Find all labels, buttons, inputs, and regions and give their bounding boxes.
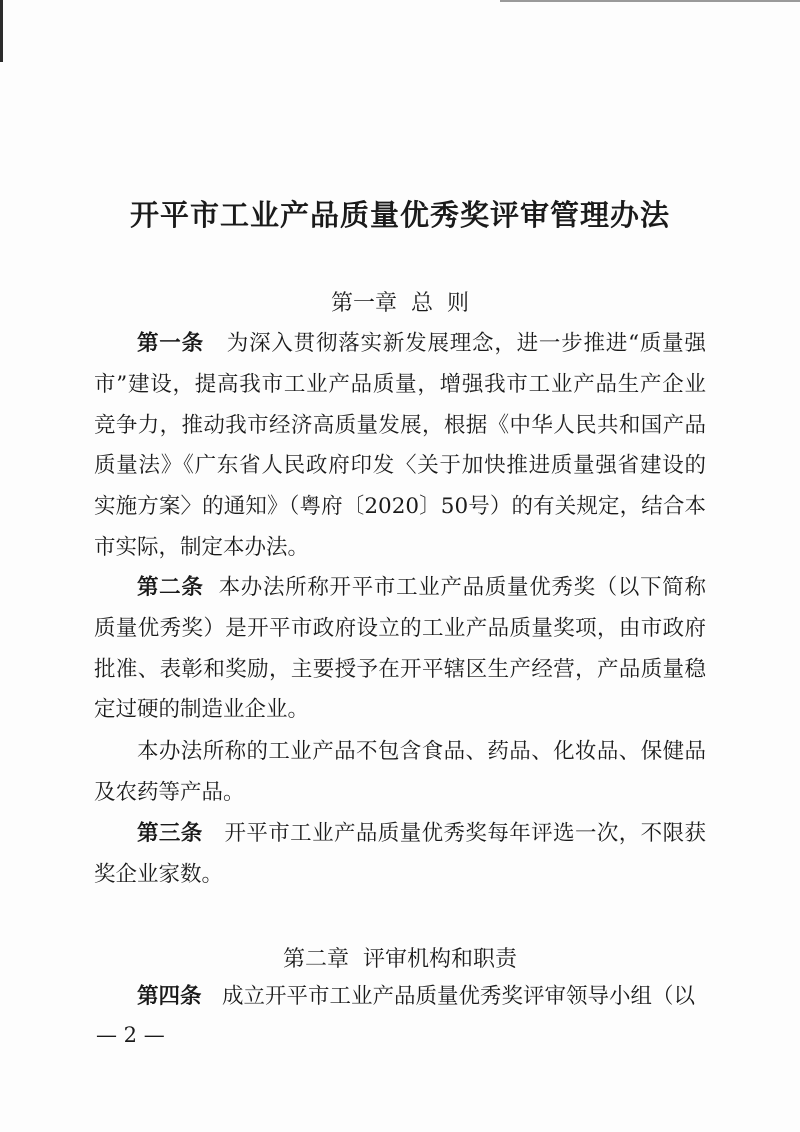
article-2-paragraph-2 <box>94 732 706 814</box>
article-1 <box>94 324 706 569</box>
article-text: 成立开平市工业产品质量优秀奖评审领导小组（以 <box>222 984 696 1009</box>
article-label: 第一条 <box>137 331 204 356</box>
scan-edge-mark <box>0 0 3 62</box>
article-3 <box>94 814 706 896</box>
article-text: 本办法所称开平市工业产品质量优秀奖（以下简称质量优秀奖）是开平市政府设立的工业产品质量奖项，由市政府批准、表彰和奖励，主要授予在开平辖区生产经营，产品质量稳定过硬的制造业企业。 <box>94 575 706 723</box>
paragraph-text: 本办法所称的工业产品不包含食品、药品、化妆品、保健品及农药等产品。 <box>94 739 706 805</box>
document-title: 开平市工业产品质量优秀奖评审管理办法 <box>129 198 670 232</box>
article-2 <box>94 568 706 731</box>
chapter-heading-2: 第二章 评审机构和职责 <box>283 947 517 972</box>
page-number: — 2 — <box>96 1023 165 1047</box>
article-text: 开平市工业产品质量优秀奖每年评选一次，不限获奖企业家数。 <box>94 821 706 887</box>
scan-top-mark <box>500 0 800 2</box>
article-label: 第三条 <box>137 821 203 846</box>
article-label: 第四条 <box>137 984 202 1009</box>
article-label: 第二条 <box>137 575 204 600</box>
chapter-heading-1: 第一章 总 则 <box>331 291 469 316</box>
article-text: 为深入贯彻落实新发展理念，进一步推进“质量强市”建设，提高我市工业产品质量，增强我市工业产品生产企业竞争力，推动我市经济高质量发展，根据《中华人民共和国产品质量法》《广东省人民政府印发〈关于加快推进质量强省建设的实施方案〉的通知》（粤府〔2020〕50号）的有关规定，结合本市实际，制定本办法。 <box>94 331 706 560</box>
article-4 <box>94 977 706 1018</box>
